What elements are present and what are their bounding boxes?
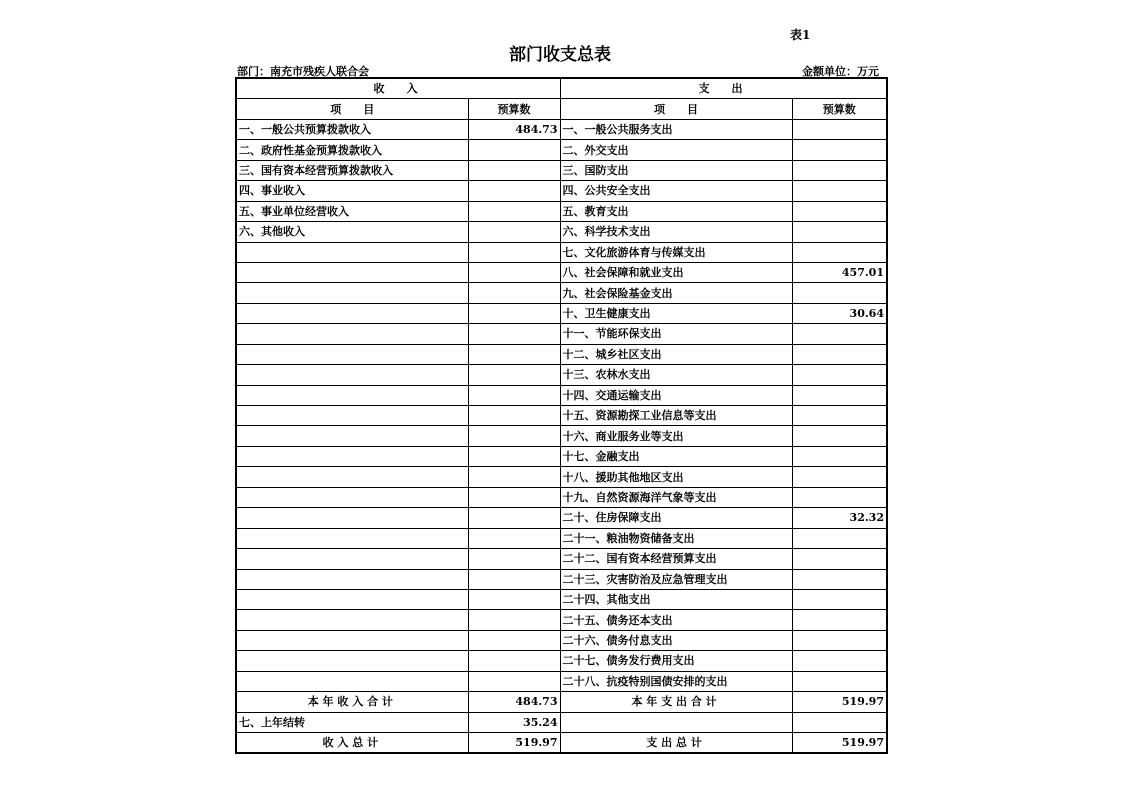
table-row xyxy=(236,283,887,303)
expense-item-cell: 十、卫生健康支出 xyxy=(560,303,792,323)
carryover-row xyxy=(236,712,887,732)
income-value-cell xyxy=(468,283,560,303)
expense-item-cell: 十七、金融支出 xyxy=(560,446,792,466)
expense-budget-header: 预算数 xyxy=(792,99,887,119)
table-row xyxy=(236,181,887,201)
income-value-cell xyxy=(468,365,560,385)
income-value-cell xyxy=(468,344,560,364)
carryover-value: 35.24 xyxy=(468,712,560,732)
income-item-cell xyxy=(236,651,468,671)
expense-value-cell xyxy=(792,610,887,630)
table-row xyxy=(236,324,887,344)
expense-item-cell: 二十五、债务还本支出 xyxy=(560,610,792,630)
expense-item-cell: 二十八、抗疫特别国债安排的支出 xyxy=(560,671,792,691)
expense-value-cell xyxy=(792,140,887,160)
table-row xyxy=(236,671,887,691)
expense-grand-total-label: 支出总计 xyxy=(560,733,792,754)
amount-unit-label: 金额单位：万元 xyxy=(802,65,879,78)
income-value-cell xyxy=(468,385,560,405)
expense-value-cell xyxy=(792,344,887,364)
income-item-cell xyxy=(236,242,468,262)
income-item-cell xyxy=(236,549,468,569)
expense-value-cell xyxy=(792,630,887,650)
expense-group-header: 支 出 xyxy=(560,78,887,99)
income-value-cell xyxy=(468,181,560,201)
income-value-cell xyxy=(468,508,560,528)
table-row xyxy=(236,242,887,262)
expense-item-header: 项 目 xyxy=(560,99,792,119)
expense-value-cell xyxy=(792,487,887,507)
expense-item-cell: 二十七、债务发行费用支出 xyxy=(560,651,792,671)
expense-item-cell: 九、社会保险基金支出 xyxy=(560,283,792,303)
expense-item-cell: 十一、节能环保支出 xyxy=(560,324,792,344)
income-value-cell xyxy=(468,160,560,180)
income-value-cell xyxy=(468,651,560,671)
table-row xyxy=(236,446,887,466)
income-item-cell: 五、事业单位经营收入 xyxy=(236,201,468,221)
expense-value-cell xyxy=(792,385,887,405)
expense-item-cell: 十九、自然资源海洋气象等支出 xyxy=(560,487,792,507)
table-number: 表1 xyxy=(790,28,811,42)
expense-item-cell: 十四、交通运输支出 xyxy=(560,385,792,405)
expense-item-cell: 二十四、其他支出 xyxy=(560,589,792,609)
year-income-total-value: 484.73 xyxy=(468,692,560,712)
table-row xyxy=(236,589,887,609)
income-value-cell xyxy=(468,446,560,466)
income-value-cell: 484.73 xyxy=(468,119,560,139)
budget-summary-table xyxy=(235,77,888,754)
expense-value-cell xyxy=(792,651,887,671)
income-value-cell xyxy=(468,487,560,507)
expense-value-cell: 32.32 xyxy=(792,508,887,528)
expense-value-cell xyxy=(792,467,887,487)
income-item-cell: 六、其他收入 xyxy=(236,222,468,242)
table-row xyxy=(236,610,887,630)
department-label: 部门：南充市残疾人联合会 xyxy=(237,65,369,78)
expense-item-cell: 二十一、粮油物资储备支出 xyxy=(560,528,792,548)
expense-item-cell: 五、教育支出 xyxy=(560,201,792,221)
income-item-cell xyxy=(236,589,468,609)
income-value-cell xyxy=(468,528,560,548)
expense-item-cell: 二十二、国有资本经营预算支出 xyxy=(560,549,792,569)
income-item-cell xyxy=(236,630,468,650)
income-value-cell xyxy=(468,671,560,691)
table-row xyxy=(236,528,887,548)
income-item-cell xyxy=(236,365,468,385)
income-item-cell xyxy=(236,487,468,507)
year-expense-total-value: 519.97 xyxy=(792,692,887,712)
income-value-cell xyxy=(468,222,560,242)
table-row xyxy=(236,160,887,180)
expense-grand-total-value: 519.97 xyxy=(792,733,887,754)
table-row xyxy=(236,303,887,323)
table-row xyxy=(236,140,887,160)
income-value-cell xyxy=(468,406,560,426)
income-item-cell xyxy=(236,569,468,589)
income-item-cell xyxy=(236,344,468,364)
expense-item-cell: 二十、住房保障支出 xyxy=(560,508,792,528)
income-value-cell xyxy=(468,630,560,650)
expense-item-cell: 十六、商业服务业等支出 xyxy=(560,426,792,446)
table-row xyxy=(236,385,887,405)
income-item-cell: 三、国有资本经营预算拨款收入 xyxy=(236,160,468,180)
income-item-cell xyxy=(236,446,468,466)
expense-value-cell xyxy=(792,283,887,303)
table-row xyxy=(236,365,887,385)
income-item-cell: 四、事业收入 xyxy=(236,181,468,201)
income-item-cell xyxy=(236,406,468,426)
income-item-cell xyxy=(236,671,468,691)
income-item-cell xyxy=(236,324,468,344)
income-item-cell xyxy=(236,385,468,405)
income-item-cell xyxy=(236,508,468,528)
income-item-cell xyxy=(236,467,468,487)
expense-item-cell: 四、公共安全支出 xyxy=(560,181,792,201)
income-item-cell xyxy=(236,283,468,303)
income-grand-total-value: 519.97 xyxy=(468,733,560,754)
income-grand-total-label: 收入总计 xyxy=(236,733,468,754)
income-value-cell xyxy=(468,589,560,609)
income-item-cell: 一、一般公共预算拨款收入 xyxy=(236,119,468,139)
table-row xyxy=(236,201,887,221)
expense-value-cell xyxy=(792,549,887,569)
table-row xyxy=(236,426,887,446)
grand-total-row xyxy=(236,733,887,754)
expense-item-cell: 八、社会保障和就业支出 xyxy=(560,262,792,282)
income-value-cell xyxy=(468,262,560,282)
expense-item-cell: 二十三、灾害防治及应急管理支出 xyxy=(560,569,792,589)
income-item-cell: 二、政府性基金预算拨款收入 xyxy=(236,140,468,160)
expense-value-cell xyxy=(792,426,887,446)
income-budget-header: 预算数 xyxy=(468,99,560,119)
expense-item-cell: 一、一般公共服务支出 xyxy=(560,119,792,139)
table-row xyxy=(236,569,887,589)
expense-value-cell xyxy=(792,119,887,139)
income-value-cell xyxy=(468,324,560,344)
income-item-cell xyxy=(236,303,468,323)
income-item-header: 项 目 xyxy=(236,99,468,119)
income-value-cell xyxy=(468,426,560,446)
table-row xyxy=(236,119,887,139)
expense-value-cell xyxy=(792,201,887,221)
table-row xyxy=(236,344,887,364)
expense-item-cell: 十三、农林水支出 xyxy=(560,365,792,385)
year-expense-total-label: 本年支出合计 xyxy=(560,692,792,712)
carryover-expense-value xyxy=(792,712,887,732)
expense-value-cell xyxy=(792,222,887,242)
expense-item-cell: 二十六、债务付息支出 xyxy=(560,630,792,650)
table-row xyxy=(236,508,887,528)
column-header-row xyxy=(236,99,887,119)
page-title: 部门收支总表 xyxy=(509,45,611,65)
table-row xyxy=(236,630,887,650)
expense-value-cell: 457.01 xyxy=(792,262,887,282)
carryover-expense-item xyxy=(560,712,792,732)
income-value-cell xyxy=(468,467,560,487)
expense-value-cell: 30.64 xyxy=(792,303,887,323)
expense-item-cell: 七、文化旅游体育与传媒支出 xyxy=(560,242,792,262)
table-row xyxy=(236,222,887,242)
table-row xyxy=(236,467,887,487)
income-value-cell xyxy=(468,569,560,589)
expense-value-cell xyxy=(792,181,887,201)
expense-item-cell: 十五、资源勘探工业信息等支出 xyxy=(560,406,792,426)
income-item-cell xyxy=(236,610,468,630)
income-group-header: 收 入 xyxy=(236,78,560,99)
year-total-row xyxy=(236,692,887,712)
income-value-cell xyxy=(468,201,560,221)
expense-item-cell: 二、外交支出 xyxy=(560,140,792,160)
expense-value-cell xyxy=(792,160,887,180)
income-item-cell xyxy=(236,426,468,446)
expense-value-cell xyxy=(792,528,887,548)
expense-value-cell xyxy=(792,242,887,262)
table-row xyxy=(236,549,887,569)
income-value-cell xyxy=(468,242,560,262)
table-row xyxy=(236,262,887,282)
expense-item-cell: 十二、城乡社区支出 xyxy=(560,344,792,364)
expense-value-cell xyxy=(792,406,887,426)
income-value-cell xyxy=(468,140,560,160)
expense-value-cell xyxy=(792,569,887,589)
expense-item-cell: 六、科学技术支出 xyxy=(560,222,792,242)
income-value-cell xyxy=(468,549,560,569)
expense-value-cell xyxy=(792,671,887,691)
group-header-row xyxy=(236,78,887,99)
income-item-cell xyxy=(236,262,468,282)
income-value-cell xyxy=(468,610,560,630)
table-row xyxy=(236,651,887,671)
expense-value-cell xyxy=(792,589,887,609)
income-value-cell xyxy=(468,303,560,323)
expense-item-cell: 三、国防支出 xyxy=(560,160,792,180)
expense-value-cell xyxy=(792,446,887,466)
expense-value-cell xyxy=(792,365,887,385)
income-item-cell xyxy=(236,528,468,548)
table-row xyxy=(236,487,887,507)
year-income-total-label: 本年收入合计 xyxy=(236,692,468,712)
carryover-label: 七、上年结转 xyxy=(236,712,468,732)
expense-value-cell xyxy=(792,324,887,344)
expense-item-cell: 十八、援助其他地区支出 xyxy=(560,467,792,487)
table-row xyxy=(236,406,887,426)
